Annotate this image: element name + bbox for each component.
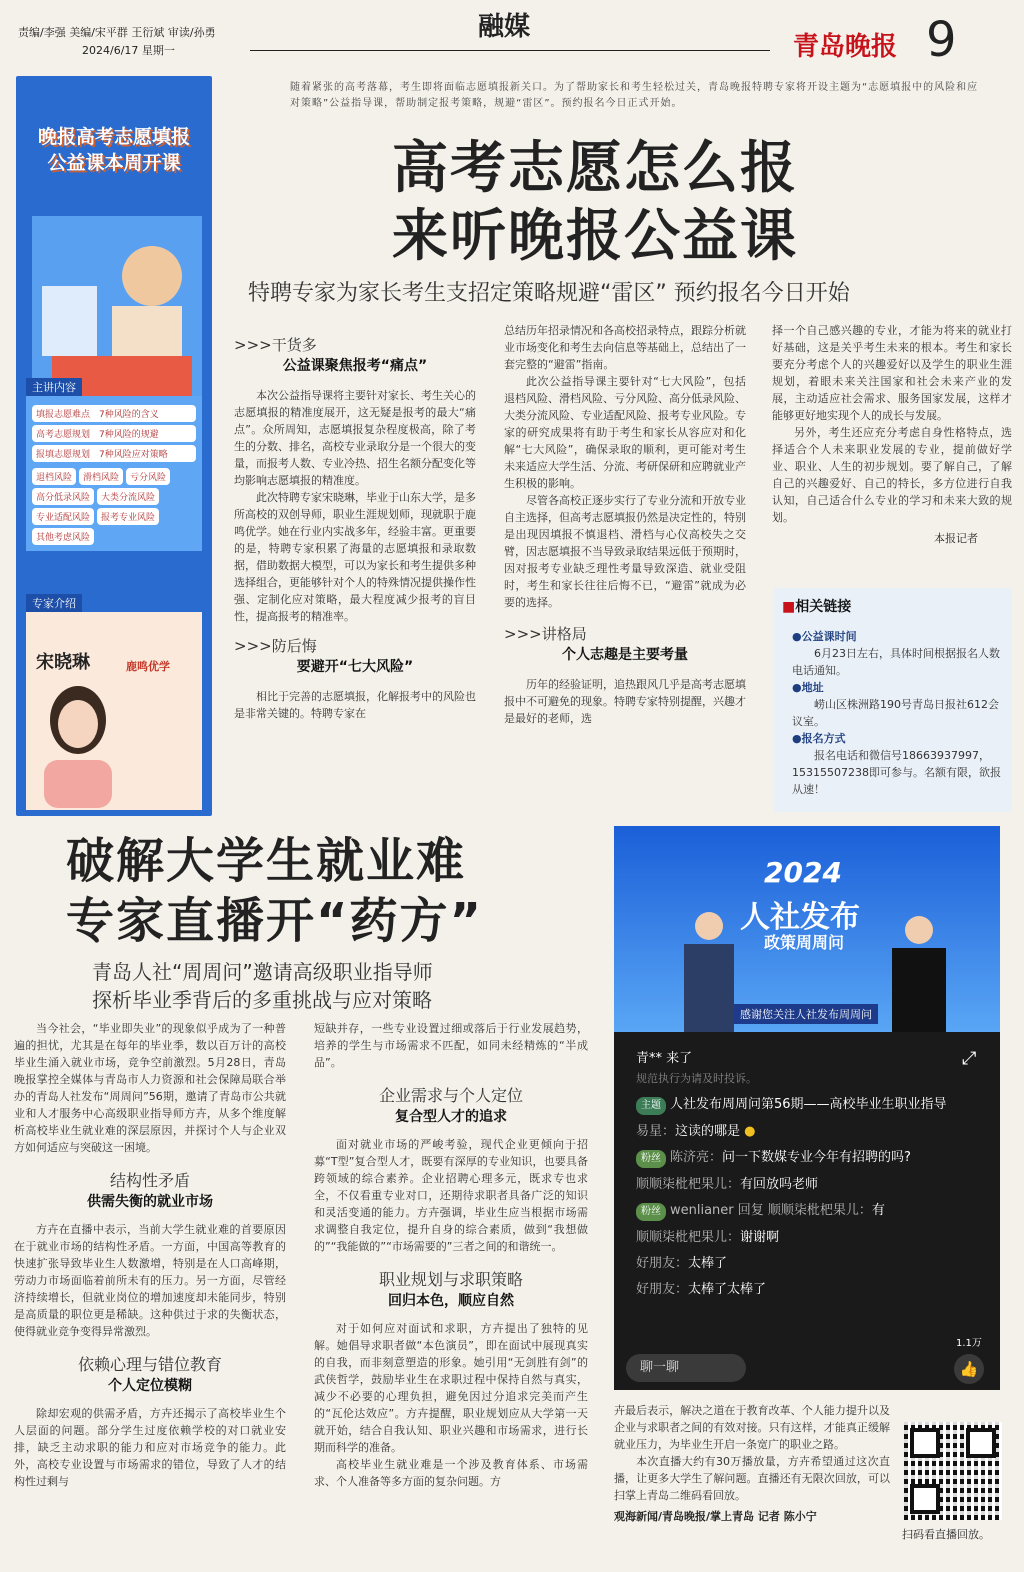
paragraph: 尽管各高校正逐步实行了专业分流和开放专业自主选择，但高考志愿填报仍然是决定性的，特别是出现因填报不慎退档、滑档与心仪高校失之交臂，因志愿填报不当导致录取结果远低于预期时，因对报考专业缺乏理性考量导致深造、就业受阻时，考生和家长往往后悔不已，“避雷”就成为必要的选择。 <box>504 494 746 609</box>
banner-year: 2024 <box>764 856 842 889</box>
risk-tag: 高分低录风险 <box>32 488 94 505</box>
banner-sub: 政策周周问 <box>764 933 845 952</box>
qr-code[interactable] <box>904 1422 1002 1520</box>
paragraph: 方卉在直播中表示，当前大学生就业难的首要原因在于就业市场的结构性矛盾。一方面，中国高等教育的快速扩张导致毕业生人数激增，特别是在人口高峰期，劳动力市场面临着前所未有的压力。另一方面，尽管经济持续增长，但就业岗位的增加速度却未能同步，特别是高质量的职位更是稀缺。这种供过于求的失衡状态，使得就业竞争变得异常激烈。 <box>14 1223 286 1338</box>
paragraph: 本次直播大约有30万播放量，方卉希望通过这次直播，让更多大学生了解问题。直播还有无限次回放，可以扫掌上青岛二维码看回放。 <box>614 1455 890 1502</box>
head-3b: 复合型人才的追求 <box>395 1109 507 1125</box>
link-text: 报名电话和微信号18663937997，15315507238即可参与。名额有限，欲报从速！ <box>792 749 1001 796</box>
related-links-box <box>774 588 1012 812</box>
like-icon[interactable]: 👍 <box>954 1354 984 1384</box>
head-4b: 回归本色，顺应自然 <box>388 1293 514 1309</box>
paragraph: 此次特聘专家宋晓琳，毕业于山东大学，是多所高校的双创导师，职业生涯规划师，现就职于鹿鸣优学。她在行业内实战多年，经验丰富。更重要的是，特聘专家积累了海量的志愿填报和录取数据，借助数据大模型，可以为家长和考生提供多种选择组合，更能够针对个人的特殊情况提供操作性强、定制化应对策略，最大程度减少报考的盲目性，提高报考的精准率。 <box>234 491 476 623</box>
article2-colB <box>314 1020 588 1490</box>
comment: 易星：这读的哪是 ● <box>636 1124 756 1139</box>
ad-topic-list <box>26 396 202 551</box>
paragraph: 面对就业市场的严峻考验，现代企业更倾向于招募“T型”复合型人才，既要有深厚的专业知识，也要具备跨领域的综合素养。企业招聘心理多元，既求专也求全，不仅看重专业对口，还期待求职者具备广泛的知识和灵活变通的能力。方卉强调，毕业生应当根据市场需求调整自我定位，提升自身的综合素质，做到“我想做的”“我能做的”“市场需要的”三者之间的和谐统一。 <box>314 1138 588 1253</box>
comment: 好朋友：太棒了 <box>636 1256 728 1271</box>
article1-title-2: 来听晚报公益课 <box>392 204 798 269</box>
sec1-sub: 公益课聚焦报考“痛点” <box>282 358 428 374</box>
section-name: 融媒 <box>478 12 531 42</box>
paragraph: 历年的经验证明，追热跟风几乎是高考志愿填报中不可避免的现象。特聘专家特别提醒，兴趣才是最好的老师，选 <box>504 678 746 725</box>
article1-col1 <box>234 334 476 722</box>
risk-tag: 退档风险 <box>32 468 76 485</box>
chat-area <box>636 1050 976 1307</box>
expert-name: 宋晓琳 <box>36 652 90 673</box>
head-1b: 供需失衡的就业市场 <box>87 1194 213 1210</box>
video-frame <box>614 826 1000 1032</box>
article2-sub-1: 青岛人社“周周问”邀请高级职业指导师 <box>92 960 433 984</box>
paragraph: 择一个自己感兴趣的专业，才能为将来的就业打好基础，这是关乎考生未来的根本。考生和家长要充分考虑个人的兴趣爱好以及学生的职业生涯规划，着眼未来关注国家和社会未来产业的发展，主动适应社会需求、服务国家发展，这样才能够更好地实现个人的成长与发展。 <box>772 324 1012 422</box>
notice-faded: 规范执行为请及时投诉。 <box>636 1072 757 1085</box>
link-text: 6月23日左右，具体时间根据报名人数电话通知。 <box>792 647 1000 677</box>
paragraph: 当今社会，“毕业即失业”的现象似乎成为了一种普遍的担忧，尤其是在每年的毕业季，数以百万计的高校毕业生涌入就业市场，竞争空前激烈。5月28日，青岛晚报掌控全媒体与青岛市人力资源和社会保障局联合举办的青岛人社发布“周周问”56期，邀请了青岛市公共就业和人才服务中心高级职业指导师方卉，从多个维度解析高校毕业生就业难的深层原因，并探讨个人与企业双方如何适应与突破这一困境。 <box>14 1022 286 1154</box>
paragraph: 除却宏观的供需矛盾，方卉还揭示了高校毕业生个人层面的问题。部分学生过度依赖学校的对口就业安排，缺乏主动求职的能力和应对市场竞争的能力。此外，高校专业设置与市场需求的错位，导致了人才的结构性过剩与 <box>14 1407 286 1488</box>
head-2a: 依赖心理与错位教育 <box>77 1355 222 1374</box>
course-ad <box>16 76 212 816</box>
topic-message: 主题 人社发布周周问第56期——高校毕业生职业指导 <box>636 1096 976 1115</box>
ad-row: 填报志愿难点 7种风险的含义 <box>32 405 196 422</box>
article1-col2 <box>504 322 746 727</box>
paragraph: 高校毕业生就业难是一个涉及教育体系、市场需求、个人准备等多方面的复杂问题。方 <box>314 1458 588 1488</box>
sec2-sub: 要避开“七大风险” <box>296 659 414 675</box>
article2-colC <box>614 1402 890 1524</box>
emoji-icon: ● <box>744 1124 756 1139</box>
company-logo: 鹿鸣优学 <box>126 660 170 673</box>
comment: 粉丝 wenlianer 回复 顺顺柒枇杷果儿：有 <box>636 1202 976 1221</box>
links-list <box>792 628 1004 798</box>
ad-main-label: 主讲内容 <box>26 378 82 396</box>
article1-subtitle: 特聘专家为家长考生支招定策略规避“雷区” 预约报名今日开始 <box>248 281 850 306</box>
date: 2024/6/17 星期一 <box>82 44 175 57</box>
head-3a: 企业需求与个人定位 <box>378 1086 523 1105</box>
risk-tag: 专业适配风险 <box>32 508 94 525</box>
link-label: ●报名方式 <box>792 732 846 745</box>
paragraph: 卉最后表示，解决之道在于教育改革、个人能力提升以及企业与求职者之间的有效对接。只有这样，才能真正缓解就业压力，为毕业生开启一条宽广的职业之路。 <box>614 1404 890 1451</box>
paragraph: 本次公益指导课将主要针对家长、考生关心的志愿填报的精准度展开，这无疑是报考的最大“痛点”。众所周知，志愿填报复杂程度极高，除了考生的分数、排名，高校专业录取分是一个很大的变量，而报考人数、专业冷热、招生名额分配变化等均影响志愿填报的精准度。 <box>234 389 476 487</box>
comment: 好朋友：太棒了太棒了 <box>636 1282 767 1297</box>
ad-title: 晚报高考志愿填报公益课本周开课 <box>37 126 190 174</box>
guest-figure <box>884 910 954 1032</box>
paragraph: 另外，考生还应充分考虑自身性格特点，选择适合个人未来职业发展的专业，提前做好学业、职业、人生的初步规划。要了解自己，了解自己的兴趣爱好、自己的特长，多方位进行自我认知，自己适合什么专业的学习和未来大致的规划。 <box>772 426 1012 524</box>
head-1a: 结构性矛盾 <box>109 1171 190 1190</box>
risk-tag: 报考专业风险 <box>97 508 159 525</box>
editors-line: 责编/李强 美编/宋平群 王衍斌 审读/孙勇 <box>18 26 216 39</box>
comment: 粉丝 陈济亮：问一下数媒专业今年有招聘的吗? <box>636 1149 976 1168</box>
square-bullet-icon: ■ <box>782 599 796 615</box>
expert-label: 专家介绍 <box>26 594 82 612</box>
article2-colA <box>14 1020 286 1490</box>
ticker: 感谢您关注人社发布周周问 <box>734 1004 878 1024</box>
paragraph: 对于如何应对面试和求职，方卉提出了独特的见解。她倡导求职者做“本色演员”，即在面试中展现真实的自我，而非刻意塑造的形象。她引用“无剑胜有剑”的武侠哲学，鼓励毕业生在求职过程中保持自然与真实，减少不必要的心理负担，避免因过分追求完美而产生的“瓦伦达效应”。方卉提醒，职业规划应从大学第一天就开始，结合自我认知、职业兴趣和市场需求，进行长期而科学的准备。 <box>314 1322 588 1454</box>
sec2-head: >>>防后悔 <box>234 637 317 655</box>
link-label: ●地址 <box>792 681 824 694</box>
link-label: ●公益课时间 <box>792 630 857 643</box>
qr-caption: 扫码看直播回放。 <box>902 1528 990 1541</box>
risk-tag: 其他考虑风险 <box>32 528 94 545</box>
risk-tag: 滑档风险 <box>79 468 123 485</box>
risk-tag: 亏分风险 <box>126 468 170 485</box>
masthead <box>0 0 1024 72</box>
expert-photo <box>36 680 120 808</box>
credit: 观海新闻/青岛晚报/掌上青岛 记者 陈小宁 <box>614 1510 817 1523</box>
paragraph: 相比于完善的志愿填报，化解报考中的风险也是非常关键的。特聘专家在 <box>234 690 476 720</box>
head-4a: 职业规划与求职策略 <box>378 1270 523 1289</box>
paragraph: 总结历年招录情况和各高校招录特点，跟踪分析就业市场变化和考生去向信息等基础上，总结出了一套完整的“避雷”指南。 <box>504 324 746 371</box>
live-stream-screenshot <box>614 826 1000 1390</box>
rotate-icon[interactable]: ⤢ <box>962 1048 977 1069</box>
article2-sub-2: 探析毕业季背后的多重挑战与应对策略 <box>92 988 432 1012</box>
paragraph: 短缺并存，一些专业设置过细或落后于行业发展趋势，培养的学生与市场需求不匹配，如同未经精炼的“半成品”。 <box>314 1022 588 1069</box>
join-message: 青** 来了 <box>636 1051 693 1066</box>
paper-logo: 青岛晚报 <box>793 32 898 62</box>
comment: 顺顺柒枇杷果儿：有回放吗老师 <box>636 1177 819 1192</box>
link-text: 崂山区株洲路190号青岛日报社612会议室。 <box>792 698 999 728</box>
sec3-sub: 个人志趣是主要考量 <box>562 647 688 663</box>
byline: 本报记者 <box>934 532 978 545</box>
sec3-head: >>>讲格局 <box>504 625 587 643</box>
ad-row: 报填志愿规划 7种风险应对策略 <box>32 445 196 462</box>
head-2b: 个人定位模糊 <box>108 1378 192 1394</box>
article1-title-1: 高考志愿怎么报 <box>392 136 798 201</box>
related-links-title: ■相关链接 <box>782 599 852 615</box>
paragraph: 此次公益指导课主要针对“七大风险”，包括退档风险、滑档风险、亏分风险、高分低录风险、大类分流风险、专业适配风险、报考专业风险。专家的研究成果将有助于考生和家长从容应对和化解“七大风险”，确保录取的顺利，更可能对考生未来适应大学生活、分流、考研保研和应聘就业产生积极的影响。 <box>504 375 746 490</box>
comment: 顺顺柒枇杷果儿：谢谢啊 <box>636 1230 780 1245</box>
sec1-head: >>>干货多 <box>234 336 317 354</box>
like-count: 1.1万 <box>956 1338 982 1349</box>
page-number: 9 <box>926 12 957 68</box>
expert-card <box>26 612 202 810</box>
chat-input[interactable]: 聊一聊 <box>626 1354 746 1382</box>
risk-tag: 大类分流风险 <box>97 488 159 505</box>
article1-col3 <box>772 322 1012 546</box>
header-rule <box>250 50 770 51</box>
banner-title: 人社发布 <box>740 900 860 935</box>
ad-row: 高考志愿规划 7种风险的规避 <box>32 425 196 442</box>
article1-intro: 随着紧张的高考落幕，考生即将面临志愿填报新关口。为了帮助家长和考生轻松过关，青岛晚报特聘专家将开设主题为“志愿填报中的风险和应对策略”公益指导课，帮助制定报考策略，规避“雷区”。预约报名今日正式开始。 <box>290 82 979 109</box>
article2-title-2: 专家直播开“药方” <box>66 893 484 949</box>
article2-title-1: 破解大学生就业难 <box>66 833 467 889</box>
